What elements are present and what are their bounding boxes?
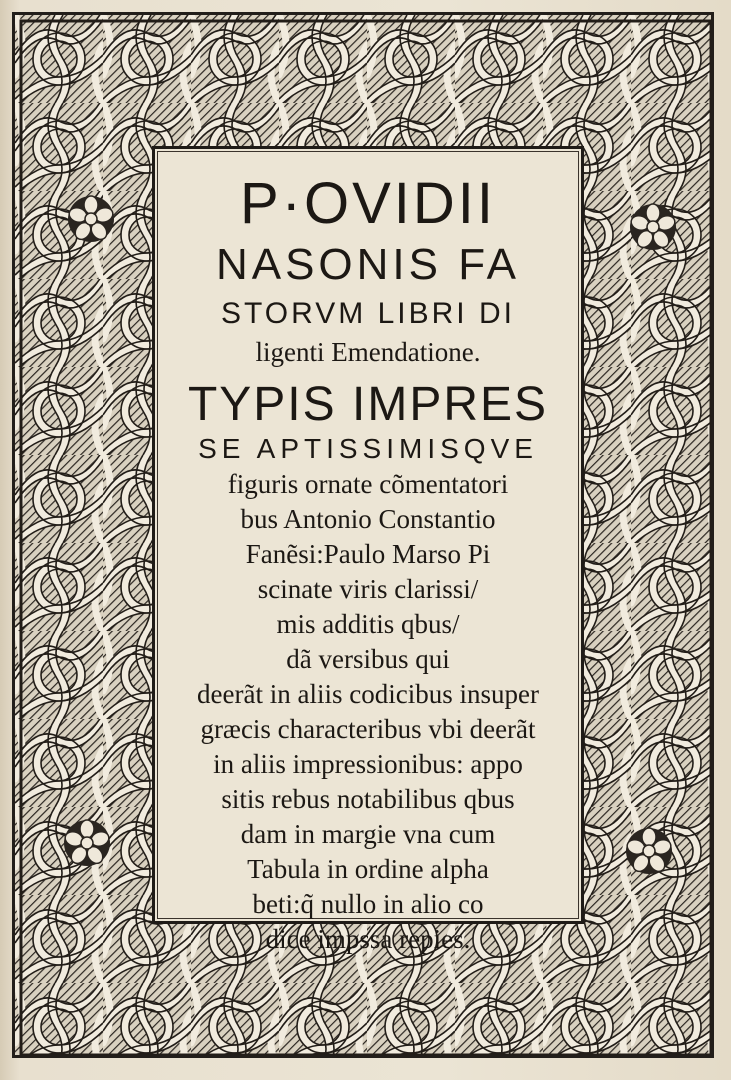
body-line: mis additis qbus/ (276, 609, 460, 639)
rosette-flower-icon (625, 827, 673, 875)
body-line: figuris ornate cõmentatori (227, 469, 509, 499)
rosette-flower-icon (63, 819, 111, 867)
body-line: Fanẽsi:Paulo Marso Pi (245, 539, 491, 569)
rosette-flower-icon (67, 195, 115, 243)
title-text-panel (152, 146, 584, 954)
body-line: scinate viris clarissi/ (257, 574, 479, 604)
title-line-nasonis: NASONIS FA (215, 240, 521, 289)
body-line: deerãt in aliis codicibus insuper (197, 679, 539, 709)
body-line: in aliis impressionibus: appo (213, 749, 523, 779)
body-line-last: dice impssa repies. (265, 924, 471, 954)
title-line-author: P·OVIDII (239, 171, 497, 236)
title-line-aptissimisque: SE APTISSIMISQVE (198, 433, 538, 464)
body-line: beti:q̃ nullo in alio co (252, 889, 484, 919)
title-line-fastorum: STORVM LIBRI DI (221, 297, 515, 330)
body-line: græcis characteribus vbi deerãt (200, 714, 536, 744)
body-line: dam in margie vna cum (240, 819, 496, 849)
body-line: bus Antonio Constantio (240, 504, 496, 534)
title-line-typis: TYPIS IMPRES (187, 378, 549, 431)
title-line-emendatione: ligenti Emendatione. (255, 337, 481, 367)
body-line: sitis rebus notabilibus qbus (221, 784, 515, 814)
rosette-flower-icon (629, 203, 677, 251)
body-line: dã versibus qui (286, 644, 450, 674)
body-line: Tabula in ordine alpha (247, 854, 489, 884)
